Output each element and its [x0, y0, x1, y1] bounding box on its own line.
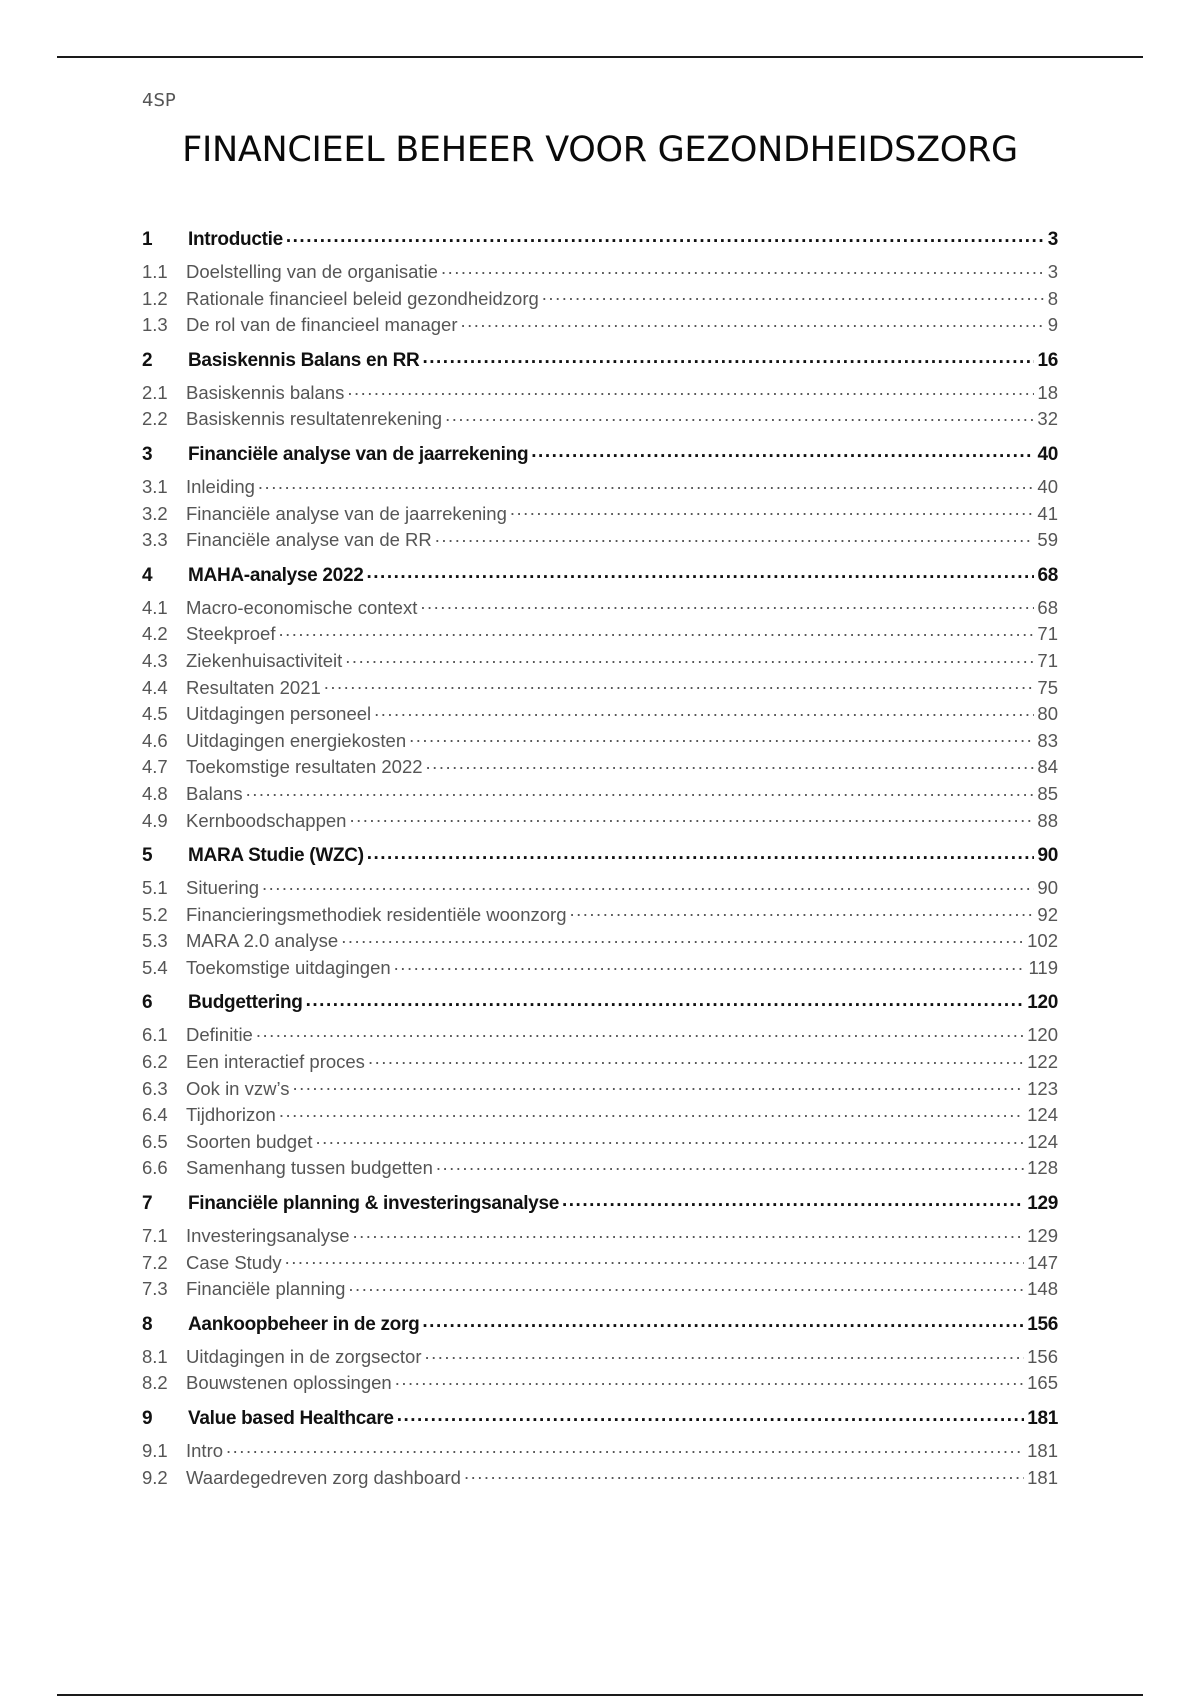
toc-leader-dots — [347, 380, 1034, 399]
toc-number: 5 — [142, 845, 153, 867]
toc-entry-section[interactable] — [142, 1370, 1058, 1397]
toc-chapter-3 — [142, 441, 1058, 554]
toc-chapter-7 — [142, 1190, 1058, 1303]
toc-title: Kernboodschappen — [186, 809, 347, 831]
toc-page-number: 40 — [1037, 475, 1058, 497]
toc-number: 4.8 — [142, 782, 168, 804]
toc-title: Toekomstige resultaten 2022 — [186, 756, 423, 778]
toc-entry-section[interactable] — [142, 312, 1058, 339]
toc-number: 8 — [142, 1313, 153, 1335]
toc-title: De rol van de financieel manager — [186, 314, 458, 336]
toc-entry-section[interactable] — [142, 754, 1058, 781]
toc-page-number: 84 — [1037, 756, 1058, 778]
toc-page-number: 181 — [1027, 1466, 1058, 1488]
toc-entry-section[interactable] — [142, 701, 1058, 728]
toc-number: 8.1 — [142, 1345, 168, 1367]
course-code: 4SP — [142, 90, 176, 111]
toc-entry-section[interactable] — [142, 955, 1058, 982]
toc-leader-dots — [409, 728, 1034, 747]
toc-page-number: 59 — [1037, 529, 1058, 551]
toc-number: 4.5 — [142, 703, 168, 725]
toc-subsections — [142, 1022, 1058, 1182]
toc-subsections — [142, 875, 1058, 981]
toc-title: Financiële planning — [186, 1278, 346, 1300]
toc-entry-section[interactable] — [142, 928, 1058, 955]
toc-subsections — [142, 1438, 1058, 1491]
toc-page-number: 90 — [1037, 845, 1058, 867]
toc-page-number: 75 — [1037, 676, 1058, 698]
toc-leader-dots — [285, 1250, 1024, 1269]
toc-title: MAHA-analyse 2022 — [188, 564, 364, 586]
bottom-rule — [57, 1694, 1143, 1696]
toc-leader-dots — [570, 902, 1035, 921]
toc-page-number: 92 — [1037, 903, 1058, 925]
toc-number: 6 — [142, 992, 153, 1014]
toc-leader-dots — [256, 1023, 1024, 1042]
toc-entry-chapter[interactable] — [142, 1190, 1058, 1215]
toc-entry-section[interactable] — [142, 1223, 1058, 1250]
toc-entry-section[interactable] — [142, 1438, 1058, 1465]
toc-entry-section[interactable] — [142, 1076, 1058, 1103]
toc-entry-section[interactable] — [142, 1465, 1058, 1492]
toc-entry-chapter[interactable] — [142, 347, 1058, 372]
toc-leader-dots — [293, 1076, 1025, 1095]
toc-number: 1.2 — [142, 287, 168, 309]
toc-page-number: 85 — [1037, 782, 1058, 804]
toc-page-number: 148 — [1027, 1278, 1058, 1300]
toc-title: Uitdagingen in de zorgsector — [186, 1345, 422, 1367]
document-title: FINANCIEEL BEHEER VOOR GEZONDHEIDSZORG — [182, 130, 1018, 170]
toc-title: Waardegedreven zorg dashboard — [186, 1466, 461, 1488]
toc-entry-chapter[interactable] — [142, 562, 1058, 587]
toc-leader-dots — [316, 1129, 1025, 1148]
toc-page-number: 165 — [1027, 1372, 1058, 1394]
toc-chapter-1 — [142, 226, 1058, 339]
toc-entry-section[interactable] — [142, 875, 1058, 902]
toc-leader-dots — [531, 441, 1034, 460]
toc-title: Uitdagingen energiekosten — [186, 729, 407, 751]
toc-subsections — [142, 1223, 1058, 1303]
toc-leader-dots — [426, 755, 1035, 774]
toc-number: 3.1 — [142, 475, 168, 497]
toc-title: Definitie — [186, 1024, 253, 1046]
toc-leader-dots — [286, 226, 1045, 245]
toc-entry-section[interactable] — [142, 675, 1058, 702]
toc-page-number: 119 — [1028, 956, 1058, 978]
toc-chapter-9 — [142, 1405, 1058, 1491]
toc-title: Resultaten 2021 — [186, 676, 321, 698]
toc-chapter-5 — [142, 842, 1058, 981]
toc-page-number: 90 — [1037, 877, 1058, 899]
toc-entry-section[interactable] — [142, 406, 1058, 433]
toc-number: 7.2 — [142, 1251, 168, 1273]
toc-title: Intro — [186, 1440, 224, 1461]
toc-leader-dots — [366, 562, 1034, 581]
toc-title: Financieringsmethodiek residentiële woonzorg — [186, 903, 567, 925]
toc-leader-dots — [422, 1311, 1024, 1330]
toc-number: 6.1 — [142, 1024, 168, 1046]
toc-title: Bouwstenen oplossingen — [186, 1372, 392, 1394]
toc-title: Financiële planning & investeringsanalyse — [188, 1193, 559, 1215]
toc-subsections — [142, 1344, 1058, 1397]
toc-number: 4.4 — [142, 676, 168, 698]
toc-entry-section[interactable] — [142, 1102, 1058, 1129]
toc-title: Budgettering — [188, 992, 303, 1014]
toc-leader-dots — [395, 1371, 1024, 1390]
toc-entry-section[interactable] — [142, 380, 1058, 407]
toc-leader-dots — [341, 929, 1024, 948]
toc-page-number: 40 — [1037, 443, 1058, 465]
toc-number: 4.6 — [142, 729, 168, 751]
toc-number: 5.4 — [142, 956, 168, 978]
toc-number: 7.1 — [142, 1225, 168, 1247]
toc-leader-dots — [464, 1465, 1024, 1484]
toc-number: 1 — [142, 229, 153, 250]
toc-number: 4.7 — [142, 756, 168, 778]
toc-title: Basiskennis Balans en RR — [188, 349, 420, 371]
toc-entry-section[interactable] — [142, 1022, 1058, 1049]
toc-title: Doelstelling van de organisatie — [186, 261, 438, 282]
toc-entry-chapter[interactable] — [142, 441, 1058, 466]
toc-entry-section[interactable] — [142, 527, 1058, 554]
toc-leader-dots — [349, 808, 1034, 827]
toc-number: 6.3 — [142, 1077, 168, 1099]
toc-page-number: 88 — [1037, 809, 1058, 831]
toc-page-number: 71 — [1037, 649, 1058, 671]
toc-number: 4 — [142, 564, 153, 586]
toc-page-number: 71 — [1037, 623, 1058, 645]
toc-number: 9.1 — [142, 1440, 168, 1461]
toc-title: Investeringsanalyse — [186, 1225, 350, 1247]
toc-number: 1.3 — [142, 314, 168, 336]
toc-leader-dots — [246, 781, 1035, 800]
toc-number: 4.2 — [142, 623, 168, 645]
toc-title: Steekproef — [186, 623, 276, 645]
toc-number: 2.2 — [142, 408, 168, 430]
toc-title: Inleiding — [186, 475, 255, 497]
toc-leader-dots — [324, 675, 1035, 694]
toc-page-number: 83 — [1037, 729, 1058, 751]
toc-leader-dots — [368, 1050, 1024, 1069]
top-rule — [57, 56, 1143, 58]
toc-subsections — [142, 474, 1058, 554]
toc-leader-dots — [306, 989, 1025, 1008]
toc-number: 5.3 — [142, 930, 168, 952]
toc-entry-section[interactable] — [142, 286, 1058, 313]
toc-title: Financiële analyse van de jaarrekening — [188, 443, 529, 465]
toc-title: Ook in vzw’s — [186, 1077, 290, 1099]
toc-title: Situering — [186, 877, 260, 899]
toc-leader-dots — [422, 347, 1034, 366]
toc-number: 6.4 — [142, 1104, 168, 1126]
toc-entry-chapter[interactable] — [142, 989, 1058, 1014]
toc-title: Introductie — [188, 229, 283, 250]
toc-entry-chapter[interactable] — [142, 226, 1058, 251]
toc-number: 6.6 — [142, 1157, 168, 1179]
table-of-contents — [142, 226, 1058, 1491]
toc-chapter-6 — [142, 989, 1058, 1182]
toc-number: 5.1 — [142, 877, 168, 899]
toc-entry-section[interactable] — [142, 259, 1058, 286]
toc-entry-section[interactable] — [142, 781, 1058, 808]
toc-page-number: 147 — [1027, 1251, 1058, 1273]
toc-entry-section[interactable] — [142, 1276, 1058, 1303]
toc-leader-dots — [278, 622, 1034, 641]
toc-leader-dots — [397, 1405, 1025, 1424]
toc-page-number: 124 — [1027, 1130, 1058, 1152]
toc-title: Rationale financieel beleid gezondheidzorg — [186, 287, 539, 309]
toc-entry-section[interactable] — [142, 595, 1058, 622]
toc-subsections — [142, 595, 1058, 834]
toc-number: 3.3 — [142, 529, 168, 551]
toc-entry-section[interactable] — [142, 808, 1058, 835]
toc-entry-section[interactable] — [142, 501, 1058, 528]
toc-page-number: 129 — [1027, 1193, 1058, 1215]
toc-number: 6.5 — [142, 1130, 168, 1152]
toc-page-number: 120 — [1027, 992, 1058, 1014]
toc-entry-section[interactable] — [142, 621, 1058, 648]
toc-page-number: 80 — [1037, 703, 1058, 725]
toc-number: 3.2 — [142, 502, 168, 524]
toc-page-number: 32 — [1037, 408, 1058, 430]
toc-title: Macro-economische context — [186, 596, 418, 618]
toc-entry-section[interactable] — [142, 1129, 1058, 1156]
toc-leader-dots — [353, 1224, 1025, 1243]
toc-title: Basiskennis balans — [186, 381, 345, 403]
toc-number: 9.2 — [142, 1466, 168, 1488]
toc-title: Financiële analyse van de RR — [186, 529, 432, 551]
toc-page-number: 3 — [1047, 229, 1058, 250]
toc-page-number: 123 — [1027, 1077, 1058, 1099]
toc-number: 7.3 — [142, 1278, 168, 1300]
toc-chapter-2 — [142, 347, 1058, 433]
toc-page-number: 129 — [1027, 1225, 1058, 1247]
toc-leader-dots — [542, 286, 1045, 305]
toc-title: Ziekenhuisactiviteit — [186, 649, 343, 671]
toc-page-number: 120 — [1027, 1024, 1058, 1046]
toc-page-number: 181 — [1027, 1440, 1058, 1461]
toc-leader-dots — [345, 648, 1034, 667]
toc-title: Value based Healthcare — [188, 1408, 394, 1429]
toc-title: Soorten budget — [186, 1130, 313, 1152]
toc-leader-dots — [394, 955, 1026, 974]
toc-number: 4.1 — [142, 596, 168, 618]
toc-page-number: 156 — [1027, 1313, 1058, 1335]
toc-leader-dots — [510, 501, 1035, 520]
toc-title: Toekomstige uitdagingen — [186, 956, 391, 978]
toc-title: Aankoopbeheer in de zorg — [188, 1313, 420, 1335]
toc-number: 5.2 — [142, 903, 168, 925]
toc-title: MARA Studie (WZC) — [188, 845, 364, 867]
toc-number: 6.2 — [142, 1051, 168, 1073]
toc-entry-chapter[interactable] — [142, 842, 1058, 867]
toc-page-number: 18 — [1037, 381, 1058, 403]
toc-leader-dots — [435, 528, 1035, 547]
toc-entry-section[interactable] — [142, 1155, 1058, 1182]
toc-number: 2 — [142, 349, 153, 371]
toc-leader-dots — [258, 474, 1035, 493]
toc-number: 4.3 — [142, 649, 168, 671]
toc-leader-dots — [262, 876, 1034, 895]
toc-leader-dots — [461, 313, 1045, 332]
toc-leader-dots — [436, 1156, 1024, 1175]
toc-subsections — [142, 259, 1058, 339]
toc-title: Balans — [186, 782, 243, 804]
toc-entry-section[interactable] — [142, 1344, 1058, 1371]
toc-leader-dots — [562, 1190, 1024, 1209]
toc-entry-section[interactable] — [142, 728, 1058, 755]
toc-entry-section[interactable] — [142, 648, 1058, 675]
toc-title: Case Study — [186, 1251, 282, 1273]
toc-leader-dots — [367, 842, 1035, 861]
toc-entry-chapter[interactable] — [142, 1311, 1058, 1336]
toc-leader-dots — [441, 260, 1045, 279]
toc-page-number: 181 — [1027, 1408, 1058, 1429]
toc-leader-dots — [279, 1103, 1024, 1122]
toc-chapter-8 — [142, 1311, 1058, 1397]
toc-leader-dots — [420, 595, 1034, 614]
toc-title: Basiskennis resultatenrekening — [186, 408, 443, 430]
toc-leader-dots — [374, 702, 1034, 721]
toc-page-number: 3 — [1047, 261, 1058, 282]
toc-page-number: 8 — [1047, 287, 1058, 309]
toc-title: Financiële analyse van de jaarrekening — [186, 502, 507, 524]
toc-number: 1.1 — [142, 261, 168, 282]
toc-entry-section[interactable] — [142, 1049, 1058, 1076]
toc-number: 3 — [142, 443, 153, 465]
toc-page-number: 102 — [1027, 930, 1058, 952]
toc-page-number: 68 — [1037, 564, 1058, 586]
toc-entry-chapter[interactable] — [142, 1405, 1058, 1430]
toc-leader-dots — [445, 407, 1034, 426]
toc-title: Een interactief proces — [186, 1051, 365, 1073]
toc-number: 7 — [142, 1193, 153, 1215]
toc-page-number: 156 — [1027, 1345, 1058, 1367]
toc-number: 2.1 — [142, 381, 168, 403]
toc-number: 9 — [142, 1408, 153, 1429]
toc-page-number: 122 — [1027, 1051, 1058, 1073]
toc-leader-dots — [348, 1277, 1024, 1296]
toc-leader-dots — [425, 1344, 1025, 1363]
toc-entry-section[interactable] — [142, 902, 1058, 929]
toc-title: Samenhang tussen budgetten — [186, 1157, 433, 1179]
toc-page-number: 128 — [1027, 1157, 1058, 1179]
toc-page-number: 124 — [1027, 1104, 1058, 1126]
toc-leader-dots — [226, 1439, 1024, 1458]
toc-page-number: 9 — [1047, 314, 1058, 336]
toc-chapter-4 — [142, 562, 1058, 834]
toc-title: MARA 2.0 analyse — [186, 930, 339, 952]
toc-number: 4.9 — [142, 809, 168, 831]
toc-page-number: 41 — [1037, 502, 1058, 524]
toc-page-number: 68 — [1037, 596, 1058, 618]
toc-subsections — [142, 380, 1058, 433]
toc-page-number: 16 — [1037, 349, 1058, 371]
toc-title: Tijdhorizon — [186, 1104, 276, 1126]
toc-title: Uitdagingen personeel — [186, 703, 372, 725]
toc-entry-section[interactable] — [142, 474, 1058, 501]
toc-number: 8.2 — [142, 1372, 168, 1394]
toc-entry-section[interactable] — [142, 1250, 1058, 1277]
